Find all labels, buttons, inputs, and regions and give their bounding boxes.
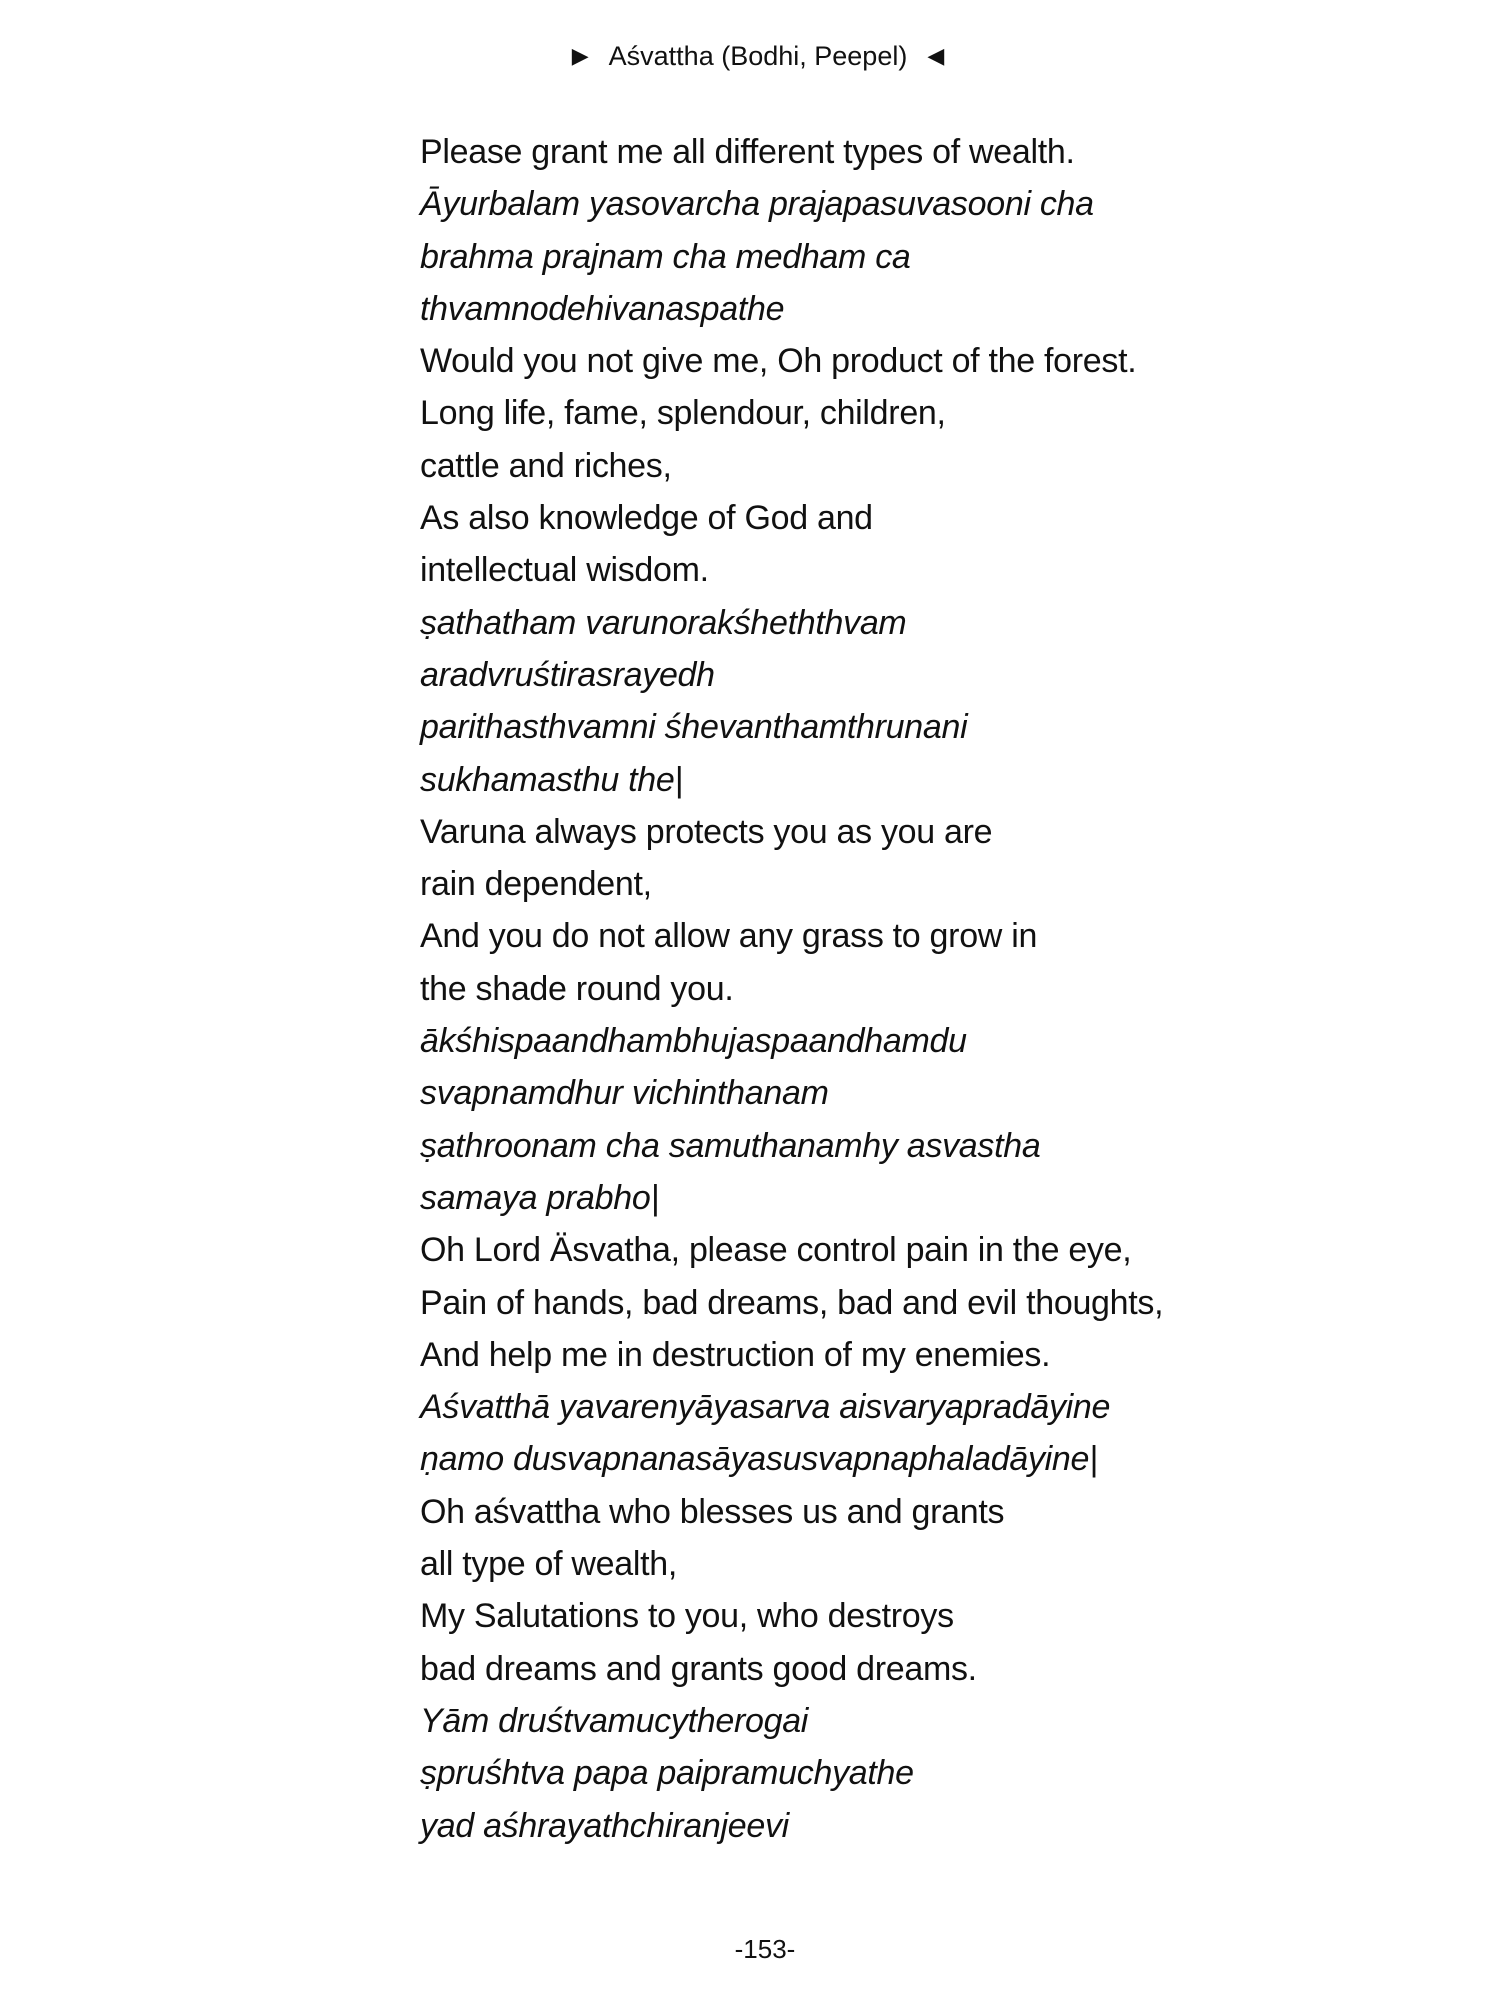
transliteration-line: brahma prajnam cha medham ca	[420, 237, 911, 276]
transliteration-line: thvamnodehivanaspathe	[420, 289, 785, 328]
translation-line: My Salutations to you, who destroys	[420, 1597, 954, 1636]
translation-line: Oh Lord Äsvatha, please control pain in the eye,	[420, 1231, 1132, 1270]
transliteration-line: ṣathatham varunorakśheththvam	[420, 603, 907, 642]
translation-line: Long life, fame, splendour, children,	[420, 394, 946, 433]
translation-line: Pain of hands, bad dreams, bad and evil thoughts,	[420, 1283, 1164, 1322]
running-header	[0, 36, 1500, 76]
translation-line: Would you not give me, Oh product of the forest.	[420, 342, 1137, 381]
right-triangle-icon: ▶	[571, 43, 589, 68]
translation-line: Please grant me all different types of wealth.	[420, 133, 1075, 171]
transliteration-line: Aśvatthā yavarenyāyasarva aisvaryapradāyine	[420, 1388, 1111, 1427]
transliteration-line: samaya prabho|	[420, 1178, 659, 1217]
transliteration-line: Āyurbalam yasovarcha prajapasuvasooni cha	[420, 185, 1094, 224]
translation-line: Varuna always protects you as you are	[420, 812, 993, 851]
header-title: Aśvattha (Bodhi, Peepel)	[608, 41, 908, 71]
translation-line: And help me in destruction of my enemies.	[420, 1335, 1051, 1374]
transliteration-line: ākśhispaandhambhujaspaandhamdu	[420, 1022, 967, 1061]
transliteration-line: yad aśhrayathchiranjeevi	[420, 1806, 789, 1845]
transliteration-line: aradvruśtirasrayedh	[420, 655, 715, 694]
page-number: -153-	[734, 1934, 796, 1964]
translation-line: rain dependent,	[420, 865, 652, 904]
transliteration-line: Yām druśtvamucytherogai	[420, 1701, 809, 1740]
transliteration-line: parithasthvamni śhevanthamthrunani	[420, 708, 968, 747]
translation-line: bad dreams and grants good dreams.	[420, 1649, 977, 1688]
transliteration-line: ṣpruśhtva papa paipramuchyathe	[420, 1754, 914, 1793]
translation-line: cattle and riches,	[420, 446, 672, 485]
translation-line: And you do not allow any grass to grow in	[420, 917, 1038, 956]
transliteration-line: sukhamasthu the|	[420, 760, 683, 799]
transliteration-line: svapnamdhur vichinthanam	[420, 1074, 829, 1113]
left-triangle-icon: ◀	[927, 43, 945, 68]
translation-line: Oh aśvattha who blesses us and grants	[420, 1492, 1005, 1531]
translation-line: As also knowledge of God and	[420, 499, 873, 538]
translation-line: intellectual wisdom.	[420, 551, 709, 590]
page-body	[420, 126, 1470, 1852]
translation-line: the shade round you.	[420, 969, 734, 1008]
transliteration-line: ṣathroonam cha samuthanamhy asvastha	[420, 1126, 1041, 1165]
translation-line: all type of wealth,	[420, 1545, 678, 1584]
transliteration-line: ṇamo dusvapnanasāyasusvapnaphaladāyine|	[420, 1440, 1098, 1479]
